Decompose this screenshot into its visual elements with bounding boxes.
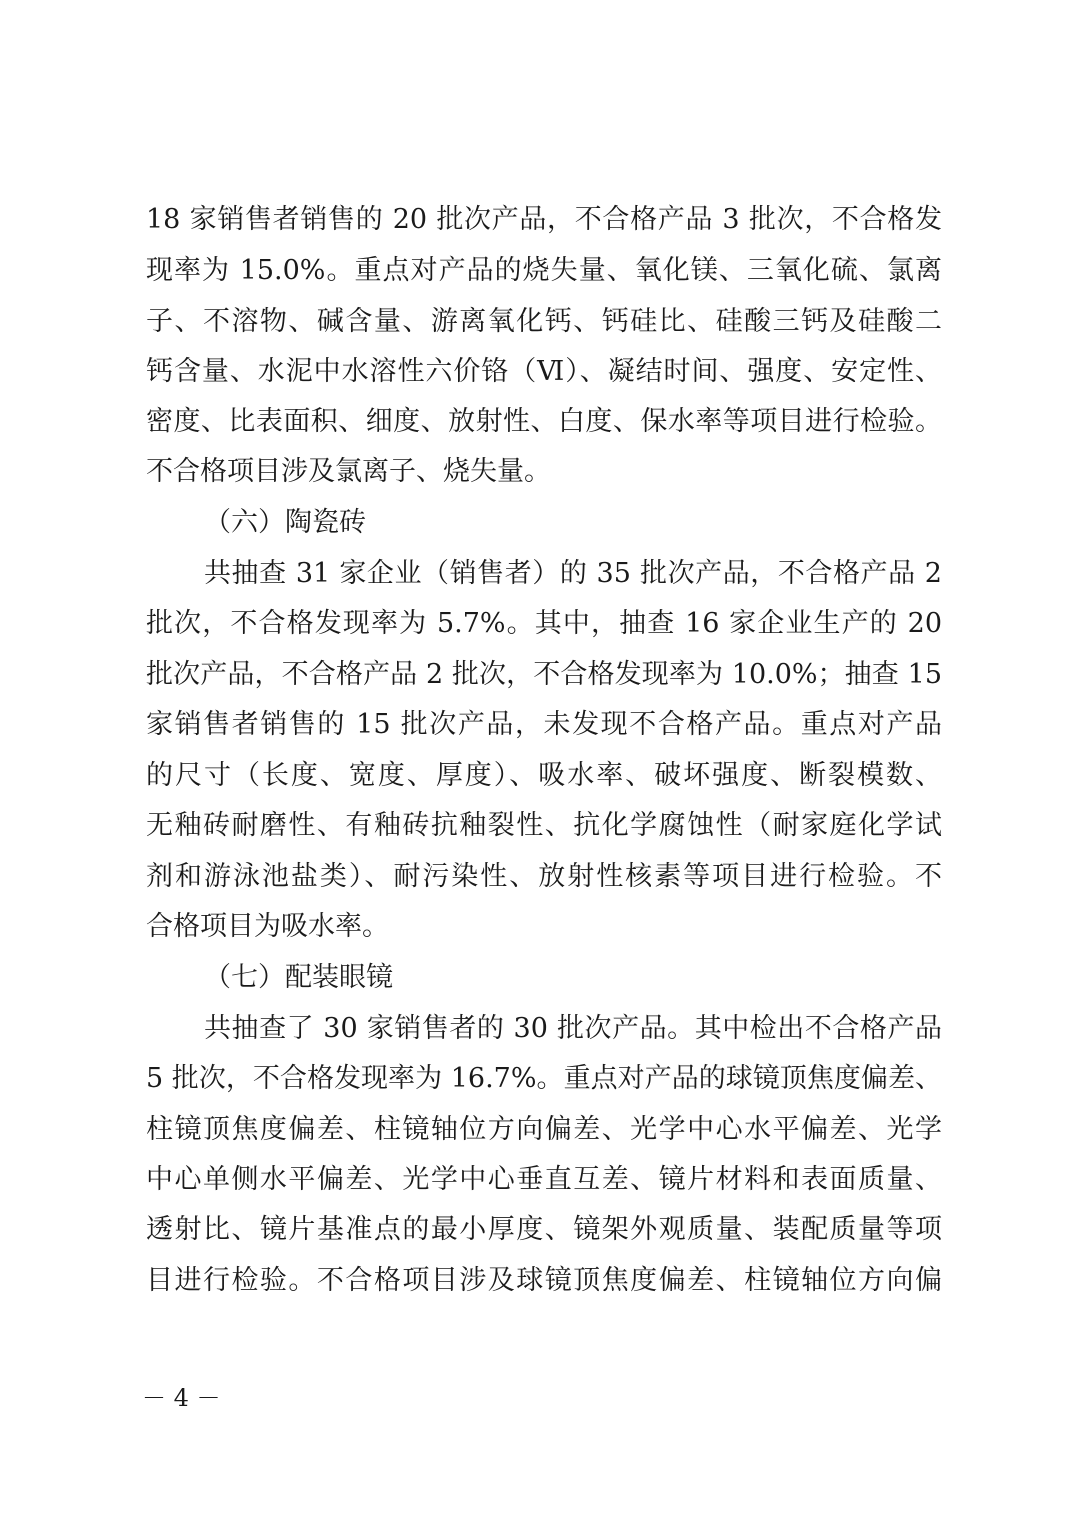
text-line-14: 剂和游泳池盐类）、耐污染性、放射性核素等项目进行检验。不: [146, 861, 942, 892]
text-line-20: 中心单侧水平偏差、光学中心垂直互差、镜片材料和表面质量、: [146, 1164, 942, 1195]
text-line-18: 5 批次，不合格发现率为 16.7%。重点对产品的球镜顶焦度偏差、: [146, 1063, 942, 1094]
text-line-4: 钙含量、水泥中水溶性六价铬（Ⅵ）、凝结时间、强度、安定性、: [146, 356, 942, 387]
text-line-2: 现率为 15.0%。重点对产品的烧失量、氧化镁、三氧化硫、氯离: [146, 255, 942, 286]
text-line-9: 批次，不合格发现率为 5.7%。其中，抽查 16 家企业生产的 20: [146, 608, 942, 639]
text-line-15: 合格项目为吸水率。: [146, 911, 389, 942]
text-line-22: 目进行检验。不合格项目涉及球镜顶焦度偏差、柱镜轴位方向偏: [146, 1265, 942, 1296]
text-line-8: 共抽查 31 家企业（销售者）的 35 批次产品，不合格产品 2: [204, 558, 942, 589]
section-heading-ceramic-tiles: （六）陶瓷砖: [204, 507, 366, 538]
text-line-5: 密度、比表面积、细度、放射性、白度、保水率等项目进行检验。: [146, 406, 942, 437]
text-line-3: 子、不溶物、碱含量、游离氧化钙、钙硅比、硅酸三钙及硅酸二: [146, 306, 942, 337]
section-heading-eyeglasses: （七）配装眼镜: [204, 962, 393, 993]
text-line-21: 透射比、镜片基准点的最小厚度、镜架外观质量、装配质量等项: [146, 1214, 942, 1245]
text-line-12: 的尺寸（长度、宽度、厚度）、吸水率、破坏强度、断裂模数、: [146, 760, 942, 791]
text-line-6: 不合格项目涉及氯离子、烧失量。: [146, 456, 551, 487]
text-line-11: 家销售者销售的 15 批次产品，未发现不合格产品。重点对产品: [146, 709, 942, 740]
text-line-10: 批次产品，不合格产品 2 批次，不合格发现率为 10.0%；抽查 15: [146, 659, 942, 690]
text-line-1: 18 家销售者销售的 20 批次产品，不合格产品 3 批次，不合格发: [146, 204, 942, 235]
text-line-19: 柱镜顶焦度偏差、柱镜轴位方向偏差、光学中心水平偏差、光学: [146, 1114, 942, 1145]
text-line-13: 无釉砖耐磨性、有釉砖抗釉裂性、抗化学腐蚀性（耐家庭化学试: [146, 810, 942, 841]
page-number: － 4 －: [142, 1384, 221, 1412]
text-line-17: 共抽查了 30 家销售者的 30 批次产品。其中检出不合格产品: [204, 1013, 942, 1044]
